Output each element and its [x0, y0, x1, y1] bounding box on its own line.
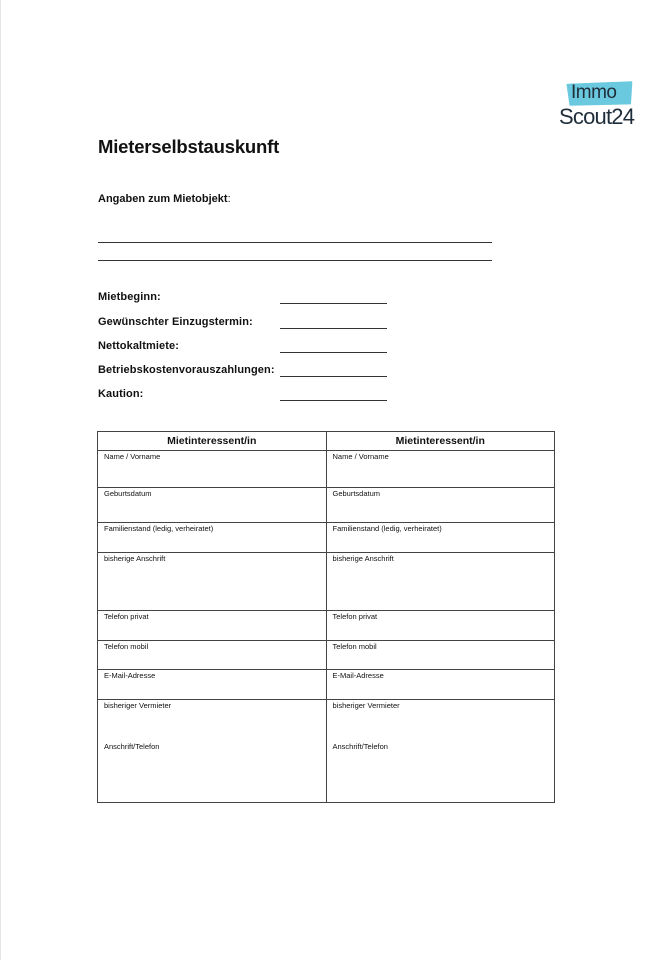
cell-phone-mobile-applicant-2[interactable] [326, 641, 555, 670]
cell-label: Name / Vorname [332, 452, 389, 461]
table-row [98, 611, 555, 641]
field-line-kaution[interactable] [280, 400, 387, 401]
field-line-betriebskosten[interactable] [280, 376, 387, 377]
cell-birthdate-applicant-2[interactable] [326, 488, 555, 523]
column-header-applicant-1: Mietinteressent/in [98, 432, 327, 451]
cell-marital-applicant-1[interactable] [98, 523, 327, 553]
cell-label: Geburtsdatum [104, 489, 152, 498]
cell-email-applicant-2[interactable] [326, 670, 555, 700]
cell-sublabel: Anschrift/Telefon [332, 742, 388, 751]
table-row [98, 451, 555, 488]
field-label-einzugstermin: Gewünschter Einzugstermin: [98, 316, 253, 328]
cell-label: Telefon privat [104, 612, 149, 621]
cell-label: bisherige Anschrift [104, 554, 166, 563]
cell-name-applicant-2[interactable] [326, 451, 555, 488]
field-label-mietbeginn: Mietbeginn: [98, 291, 161, 303]
applicant-table [97, 431, 555, 803]
table-row [98, 641, 555, 670]
field-line-mietbeginn[interactable] [280, 303, 387, 304]
field-line-einzugstermin[interactable] [280, 328, 387, 329]
logo-scout-text: Scout24 [559, 104, 635, 129]
rental-object-line-2[interactable] [98, 260, 492, 261]
table-row [98, 700, 555, 803]
cell-landlord-applicant-2[interactable] [326, 700, 555, 803]
field-label-nettokaltmiete: Nettokaltmiete: [98, 340, 179, 352]
cell-phone-private-applicant-2[interactable] [326, 611, 555, 641]
table-row [98, 488, 555, 523]
cell-landlord-applicant-1[interactable] [98, 700, 327, 803]
cell-label: Name / Vorname [104, 452, 161, 461]
cell-label: Familienstand (ledig, verheiratet) [104, 524, 214, 533]
cell-label: Telefon privat [332, 612, 378, 621]
cell-label: E-Mail-Adresse [332, 671, 384, 680]
table-row [98, 523, 555, 553]
table-row [98, 670, 555, 700]
rental-object-heading [98, 193, 231, 205]
cell-address-applicant-2[interactable] [326, 553, 555, 611]
field-label-kaution: Kaution: [98, 388, 144, 400]
rental-object-label: Angaben zum Mietobjekt [98, 193, 228, 205]
rental-object-line-1[interactable] [98, 242, 492, 243]
cell-email-applicant-1[interactable] [98, 670, 327, 700]
cell-label: Telefon mobil [104, 642, 149, 651]
cell-address-applicant-1[interactable] [98, 553, 327, 611]
cell-marital-applicant-2[interactable] [326, 523, 555, 553]
logo-immo-text: Immo [571, 82, 617, 103]
field-line-nettokaltmiete[interactable] [280, 352, 387, 353]
cell-phone-private-applicant-1[interactable] [98, 611, 327, 641]
cell-phone-mobile-applicant-1[interactable] [98, 641, 327, 670]
cell-sublabel: Anschrift/Telefon [104, 742, 160, 751]
cell-birthdate-applicant-1[interactable] [98, 488, 327, 523]
cell-label: bisheriger Vermieter [104, 701, 172, 710]
table-row [98, 553, 555, 611]
cell-label: bisheriger Vermieter [332, 701, 400, 710]
cell-label: Telefon mobil [332, 642, 377, 651]
document-title: Mieterselbstauskunft [98, 136, 280, 157]
field-label-betriebskosten: Betriebskostenvorauszahlungen: [98, 364, 275, 376]
cell-label: Geburtsdatum [332, 489, 381, 498]
cell-label: Familienstand (ledig, verheiratet) [332, 524, 442, 533]
table-header-row [98, 432, 555, 451]
rental-object-colon: : [227, 193, 231, 205]
cell-name-applicant-1[interactable] [98, 451, 327, 488]
immoscout24-logo [559, 80, 639, 130]
cell-label: bisherige Anschrift [332, 554, 394, 563]
cell-label: E-Mail-Adresse [104, 671, 156, 680]
column-header-applicant-2: Mietinteressent/in [326, 432, 555, 451]
